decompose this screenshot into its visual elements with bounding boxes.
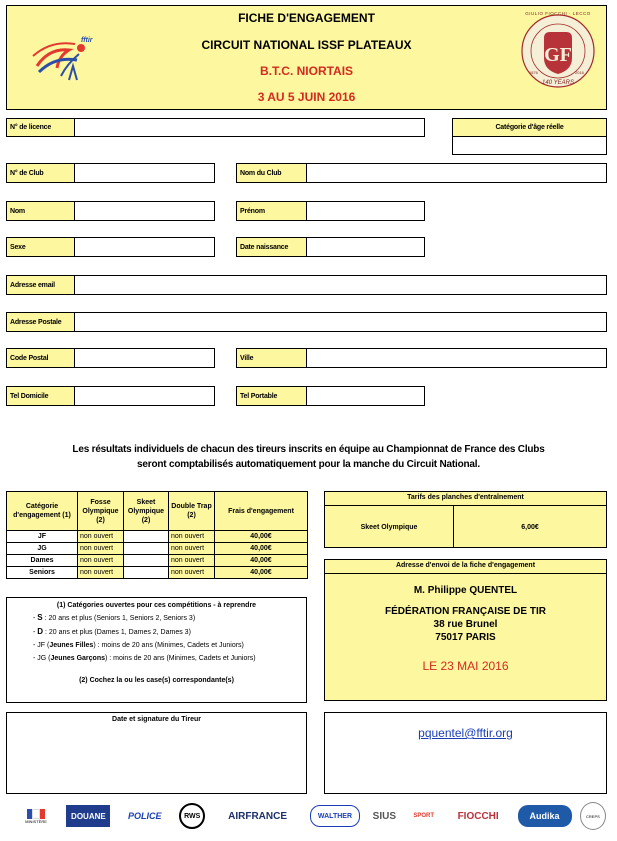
douane-text: DOUANE [71,811,106,821]
recipient-name: M. Philippe QUENTEL [413,585,518,596]
audika-logo [518,805,572,827]
note-dames-text: : 20 ans et plus (Dames 1, Dames 2, Dames 3) [43,629,191,636]
city-label: Ville [236,348,307,368]
mobile-phone-field[interactable] [306,386,425,406]
fee-cell: 40,00€ [215,567,308,579]
sexe-field[interactable] [74,237,215,257]
fee-cell: 40,00€ [215,543,308,555]
mailing-address-panel [324,559,607,701]
table-header-row [7,492,308,531]
form-title: FICHE D'ENGAGEMENT [238,11,375,25]
contact-email-link[interactable]: pquentel@fftir.org [418,726,513,740]
col-header-fees: Frais d'engagement [215,492,308,531]
note-seniors: - S : 20 ans et plus (Seniors 1, Seniors 2, Seniors 3) [33,613,196,622]
fee-cell: 40,00€ [215,555,308,567]
note-seniors-text: : 20 ans et plus (Seniors 1, Seniors 2, Seniors 3) [42,615,196,622]
fiocchi-year-left: 1876 [529,70,538,75]
police-logo [119,805,171,827]
tarifs-title: Tarifs des planches d'entraînement [325,492,606,506]
club-title: B.T.C. NIORTAIS [259,64,354,78]
email-field[interactable] [74,275,607,295]
creps-logo [580,802,606,830]
age-category-field[interactable] [452,136,607,155]
table-row [7,567,308,579]
prenom-label: Prénom [236,201,307,221]
row-category: JF [7,531,78,543]
airfrance-text: AIRFRANCE [228,810,287,822]
signature-box[interactable] [6,712,307,794]
postal-code-label: Code Postal [6,348,75,368]
licence-label: N° de licence [6,118,75,137]
fee-cell: 40,00€ [215,531,308,543]
postal-address-field[interactable] [74,312,607,332]
skeet-checkbox-cell[interactable] [124,567,169,579]
club-number-field[interactable] [74,163,215,183]
birth-date-label: Date naissance [236,237,307,257]
postal-code-field[interactable] [74,348,215,368]
note-jg-text: ) : moins de 20 ans (Minimes, Cadets et Juniors) [104,655,256,662]
club-number-label: N° de Club [6,163,75,183]
deadline: LE 23 MAI 2016 [422,659,509,673]
note-seniors-key: S [37,613,43,622]
event-title: CIRCUIT NATIONAL ISSF PLATEAUX [201,38,412,52]
skeet-checkbox-cell[interactable] [124,531,169,543]
double-trap-cell: non ouvert [169,531,215,543]
col-header-fosse: Fosse Olympique (2) [78,492,124,531]
nom-field[interactable] [74,201,215,221]
note-jf: - JF (Jeunes Filles) : moins de 20 ans (Minimes, Cadets et Juniors) [33,642,244,649]
tarifs-row [325,506,606,548]
note-jf-key: Jeunes Filles [49,642,94,649]
sport-text: SPORT [413,813,435,819]
fosse-cell: non ouvert [78,567,124,579]
skeet-checkbox-cell[interactable] [124,543,169,555]
note-jg-key: Jeunes Garçons [50,655,105,662]
rws-text: RWS [184,812,201,820]
notice-line-2: seront comptabilisés automatiquement pour la manche du Circuit National. [137,459,480,470]
fiocchi-year-right: 2016 [575,70,584,75]
col-header-skeet: Skeet Olympique (2) [124,492,169,531]
col-header-double-trap: Double Trap (2) [169,492,215,531]
prenom-field[interactable] [306,201,425,221]
nom-label: Nom [6,201,75,221]
table-row [7,531,308,543]
engagement-table [6,491,308,579]
police-text: POLICE [128,811,162,821]
fiocchi-text: FIOCCHI [457,810,499,822]
ministry-logo [14,805,58,827]
rws-logo [179,803,205,829]
note-dames: - D : 20 ans et plus (Dames 1, Dames 2, Dames 3) [33,627,191,636]
event-dates: 3 AU 5 JUIN 2016 [257,90,356,104]
note-jf-prefix: JF ( [37,642,50,649]
city-field[interactable] [306,348,607,368]
tarifs-label: Skeet Olympique [325,506,454,548]
club-name-label: Nom du Club [236,163,307,183]
svg-text:GF: GF [544,44,572,66]
mobile-phone-label: Tel Portable [236,386,307,406]
double-trap-cell: non ouvert [169,567,215,579]
notes-title: (1) Catégories ouvertes pour ces compétitions - à reprendre [56,602,257,609]
note-dames-key: D [37,627,44,636]
row-category: Dames [7,555,78,567]
home-phone-field[interactable] [74,386,215,406]
row-category: Seniors [7,567,78,579]
signature-label: Date et signature du Tireur [112,716,201,723]
fiocchi-arc-text: GIULIO FIOCCHI · LECCO [525,11,591,16]
sexe-label: Sexe [6,237,75,257]
recipient-city: 75017 PARIS [435,632,496,643]
fosse-cell: non ouvert [78,531,124,543]
walther-text: WALTHER [317,812,352,820]
row-category: JG [7,543,78,555]
contact-email-box [324,712,607,794]
col-header-category: Catégorie d'engagement (1) [7,492,78,531]
email-label: Adresse email [6,275,75,295]
fosse-cell: non ouvert [78,555,124,567]
fosse-cell: non ouvert [78,543,124,555]
notes-footer: (2) Cochez la ou les case(s) correspondante(s) [79,677,234,684]
ministry-text: MINISTÈRE [25,818,47,824]
fiocchi-subtitle: 140 YEARS [542,80,574,86]
header-panel [6,5,607,110]
fiocchi-anniversary-logo [519,12,597,96]
licence-field[interactable] [74,118,425,137]
audika-text: Audika [529,811,560,821]
fftir-logo-text: fftir [81,37,93,44]
sponsor-bar [14,800,606,832]
postal-address-label: Adresse Postale [6,312,75,332]
douane-logo [66,805,110,827]
sius-text: SIUS [372,810,397,822]
club-name-field[interactable] [306,163,607,183]
tarifs-panel [324,491,607,548]
double-trap-cell: non ouvert [169,555,215,567]
airfrance-logo [214,805,302,827]
fiocchi-logo [447,805,509,827]
note-jf-text: ) : moins de 20 ans (Minimes, Cadets et Juniors) [93,642,244,649]
double-trap-cell: non ouvert [169,543,215,555]
note-jg-prefix: JG ( [37,655,51,662]
home-phone-label: Tel Domicile [6,386,75,406]
notice-line-1: Les résultats individuels de chacun des tireurs inscrits en équipe au Championnat de France des Clubs [72,444,545,455]
sport-logo [409,805,439,827]
sius-logo [368,805,400,827]
recipient-org: FÉDÉRATION FRANÇAISE DE TIR [385,606,546,617]
table-row [7,555,308,567]
skeet-checkbox-cell[interactable] [124,555,169,567]
birth-date-field[interactable] [306,237,425,257]
categories-notes [6,597,307,703]
recipient-street: 38 rue Brunel [433,619,498,630]
mailing-title: Adresse d'envoi de la fiche d'engagement [325,560,606,574]
walther-logo [310,805,360,827]
note-jg: - JG (Jeunes Garçons) : moins de 20 ans (Minimes, Cadets et Juniors) [33,655,256,662]
creps-text: CREPS [586,813,600,819]
tarifs-price: 6,00€ [521,523,539,531]
table-row [7,543,308,555]
age-category-label: Catégorie d'âge réelle [452,118,607,137]
